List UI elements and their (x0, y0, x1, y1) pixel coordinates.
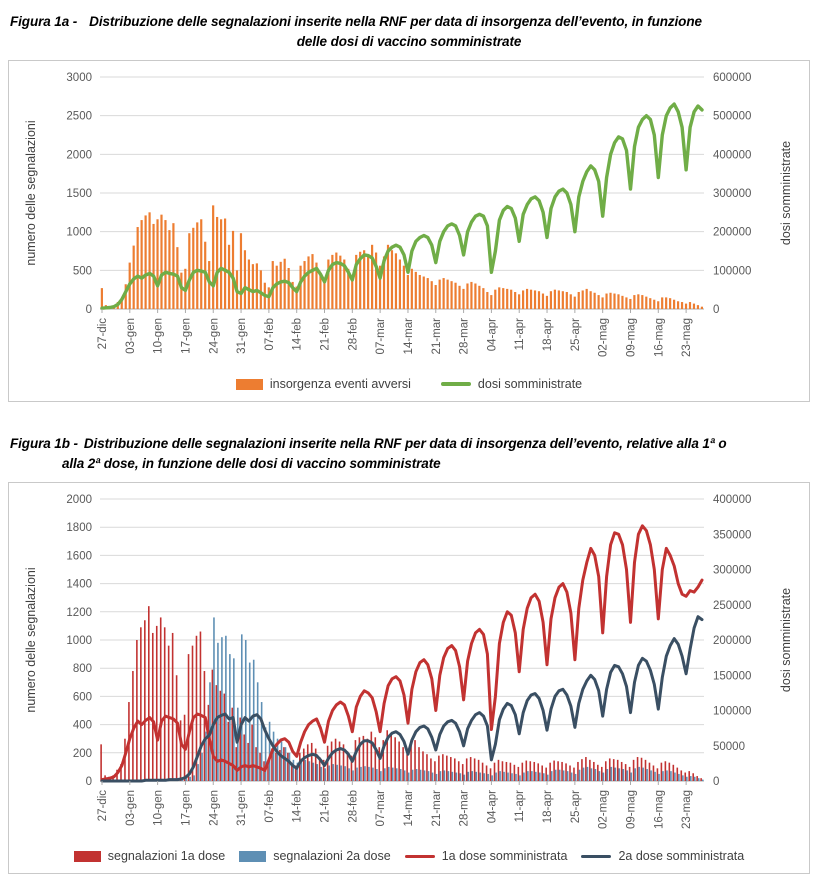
svg-text:21-mar: 21-mar (430, 318, 443, 355)
svg-text:27-dic: 27-dic (97, 318, 109, 350)
y-right-axis-title: dosi somministrate (779, 588, 793, 693)
legend-item-1 (239, 849, 390, 863)
svg-text:21-feb: 21-feb (319, 318, 332, 351)
legend-swatch-line (405, 855, 435, 859)
svg-text:07-mar: 07-mar (375, 790, 388, 827)
svg-text:03-gen: 03-gen (124, 790, 137, 827)
legend-item-0 (74, 849, 225, 863)
x-axis-labels (97, 781, 693, 829)
figura-1a-heading-line1 (10, 12, 808, 32)
svg-text:31-gen: 31-gen (236, 790, 249, 827)
svg-text:21-mar: 21-mar (430, 790, 443, 827)
legend-swatch-bar (74, 851, 101, 862)
figura-1a-heading (10, 12, 808, 51)
figura-1a-chart (14, 69, 804, 375)
figura-1a-legend (13, 375, 805, 399)
svg-text:23-mag: 23-mag (681, 318, 694, 358)
svg-text:0: 0 (713, 304, 720, 317)
legend-item-1 (441, 377, 582, 391)
figura-1b-title-line2: alla 2ª dose, in funzione delle dosi di vaccino somministrate (62, 455, 441, 471)
legend-label: insorgenza eventi avversi (269, 377, 411, 392)
svg-text:1000: 1000 (66, 226, 92, 239)
figura-1b-label: Figura 1b - (10, 436, 78, 452)
svg-text:28-feb: 28-feb (347, 318, 360, 351)
svg-text:1500: 1500 (66, 188, 92, 201)
legend-label: 1a dose somministrata (441, 849, 568, 864)
y-right-axis-title: dosi somministrate (779, 141, 793, 246)
svg-text:10-gen: 10-gen (152, 318, 165, 354)
svg-text:50000: 50000 (713, 741, 745, 753)
legend-item-0 (236, 377, 411, 391)
legend-swatch-bar (239, 851, 266, 862)
svg-text:18-apr: 18-apr (542, 790, 554, 824)
svg-text:04-apr: 04-apr (486, 318, 499, 352)
bars-0 (100, 606, 702, 781)
svg-text:250000: 250000 (713, 600, 752, 612)
svg-text:300000: 300000 (713, 564, 752, 577)
svg-text:2000: 2000 (66, 149, 92, 162)
svg-text:27-dic: 27-dic (97, 790, 109, 822)
figura-1b-chart (14, 491, 804, 847)
svg-text:300000: 300000 (713, 188, 752, 201)
svg-text:25-apr: 25-apr (569, 318, 582, 352)
legend-item-2 (405, 849, 568, 863)
svg-text:14-feb: 14-feb (291, 790, 304, 823)
svg-text:200000: 200000 (713, 635, 752, 648)
svg-text:500000: 500000 (713, 110, 752, 123)
svg-text:24-gen: 24-gen (208, 790, 221, 827)
bars-0 (101, 205, 703, 309)
svg-text:18-apr: 18-apr (542, 318, 554, 352)
figura-1b-heading (10, 434, 808, 473)
svg-text:1000: 1000 (66, 635, 92, 648)
svg-text:0: 0 (85, 776, 92, 789)
svg-text:200: 200 (72, 748, 92, 761)
svg-text:200000: 200000 (713, 226, 752, 239)
svg-text:0: 0 (713, 776, 720, 789)
svg-text:10-gen: 10-gen (152, 790, 165, 827)
svg-text:21-feb: 21-feb (319, 790, 332, 823)
figura-1a-chart-box (8, 60, 810, 402)
figura-1a-label: Figura 1a - (10, 14, 78, 29)
svg-text:23-mag: 23-mag (681, 790, 694, 830)
svg-text:400000: 400000 (713, 494, 752, 507)
legend-label: 2a dose somministrata (618, 849, 745, 864)
svg-text:1600: 1600 (66, 550, 92, 563)
svg-text:800: 800 (72, 663, 92, 676)
svg-text:150000: 150000 (713, 670, 752, 683)
legend-label: dosi somministrate (477, 377, 583, 392)
svg-text:1400: 1400 (66, 578, 92, 591)
svg-text:03-gen: 03-gen (124, 318, 137, 354)
legend-item-3 (581, 849, 744, 863)
figura-1a-title-line1: Distribuzione delle segnalazioni inserite nella RNF per data di insorgenza dell’evento, in funzione (89, 14, 702, 29)
svg-text:14-mar: 14-mar (403, 318, 415, 355)
figura-1b-legend (13, 847, 805, 871)
svg-text:28-mar: 28-mar (458, 790, 471, 827)
svg-text:07-feb: 07-feb (263, 790, 276, 823)
svg-text:09-mag: 09-mag (625, 318, 638, 358)
svg-text:16-mag: 16-mag (653, 318, 666, 358)
svg-text:600000: 600000 (713, 72, 752, 85)
svg-text:14-mar: 14-mar (403, 790, 415, 827)
svg-text:24-gen: 24-gen (208, 318, 221, 354)
legend-label: segnalazioni 2a dose (273, 849, 391, 864)
svg-text:100000: 100000 (713, 265, 752, 278)
svg-text:11-apr: 11-apr (514, 790, 527, 823)
line-0 (102, 104, 702, 308)
figura-1b-chart-box (8, 482, 810, 874)
svg-text:17-gen: 17-gen (180, 790, 193, 827)
legend-swatch-bar (236, 379, 263, 390)
legend-swatch-line (441, 382, 471, 386)
svg-text:07-mar: 07-mar (375, 318, 388, 355)
svg-text:16-mag: 16-mag (653, 790, 666, 830)
svg-text:400000: 400000 (713, 149, 752, 162)
svg-text:31-gen: 31-gen (236, 318, 249, 354)
y-left-axis-title: numero delle segnalazioni (24, 120, 38, 266)
svg-text:1800: 1800 (66, 522, 92, 535)
svg-text:04-apr: 04-apr (486, 790, 499, 824)
svg-text:600: 600 (72, 691, 92, 704)
svg-text:09-mag: 09-mag (625, 790, 638, 830)
svg-text:07-feb: 07-feb (263, 318, 276, 351)
svg-text:28-mar: 28-mar (458, 318, 471, 355)
y-left-axis-title: numero delle segnalazioni (24, 567, 38, 713)
svg-text:14-feb: 14-feb (291, 318, 304, 351)
legend-swatch-line (581, 855, 611, 859)
svg-text:11-apr: 11-apr (514, 318, 527, 351)
svg-text:400: 400 (72, 719, 92, 732)
svg-text:28-feb: 28-feb (347, 790, 360, 823)
figura-1b-heading-line1 (10, 434, 808, 454)
svg-text:350000: 350000 (713, 529, 752, 542)
svg-text:500: 500 (72, 265, 92, 278)
legend-label: segnalazioni 1a dose (107, 849, 226, 864)
svg-text:0: 0 (85, 304, 92, 317)
svg-text:1200: 1200 (66, 607, 92, 620)
svg-text:2000: 2000 (66, 494, 92, 507)
svg-text:100000: 100000 (713, 705, 752, 718)
svg-text:17-gen: 17-gen (180, 318, 193, 354)
x-axis-labels (97, 309, 693, 357)
svg-text:02-mag: 02-mag (597, 790, 610, 830)
figura-1b-title-line1: Distribuzione delle segnalazioni inserite nella RNF per data di insorgenza dell’evento, relative alla 1ª o (83, 436, 727, 452)
spacer (8, 402, 810, 428)
svg-text:3000: 3000 (66, 72, 92, 85)
figura-1a-title-line2: delle dosi di vaccino somministrate (296, 33, 522, 49)
svg-text:2500: 2500 (66, 110, 92, 123)
svg-text:02-mag: 02-mag (597, 318, 610, 358)
svg-text:25-apr: 25-apr (569, 790, 582, 824)
